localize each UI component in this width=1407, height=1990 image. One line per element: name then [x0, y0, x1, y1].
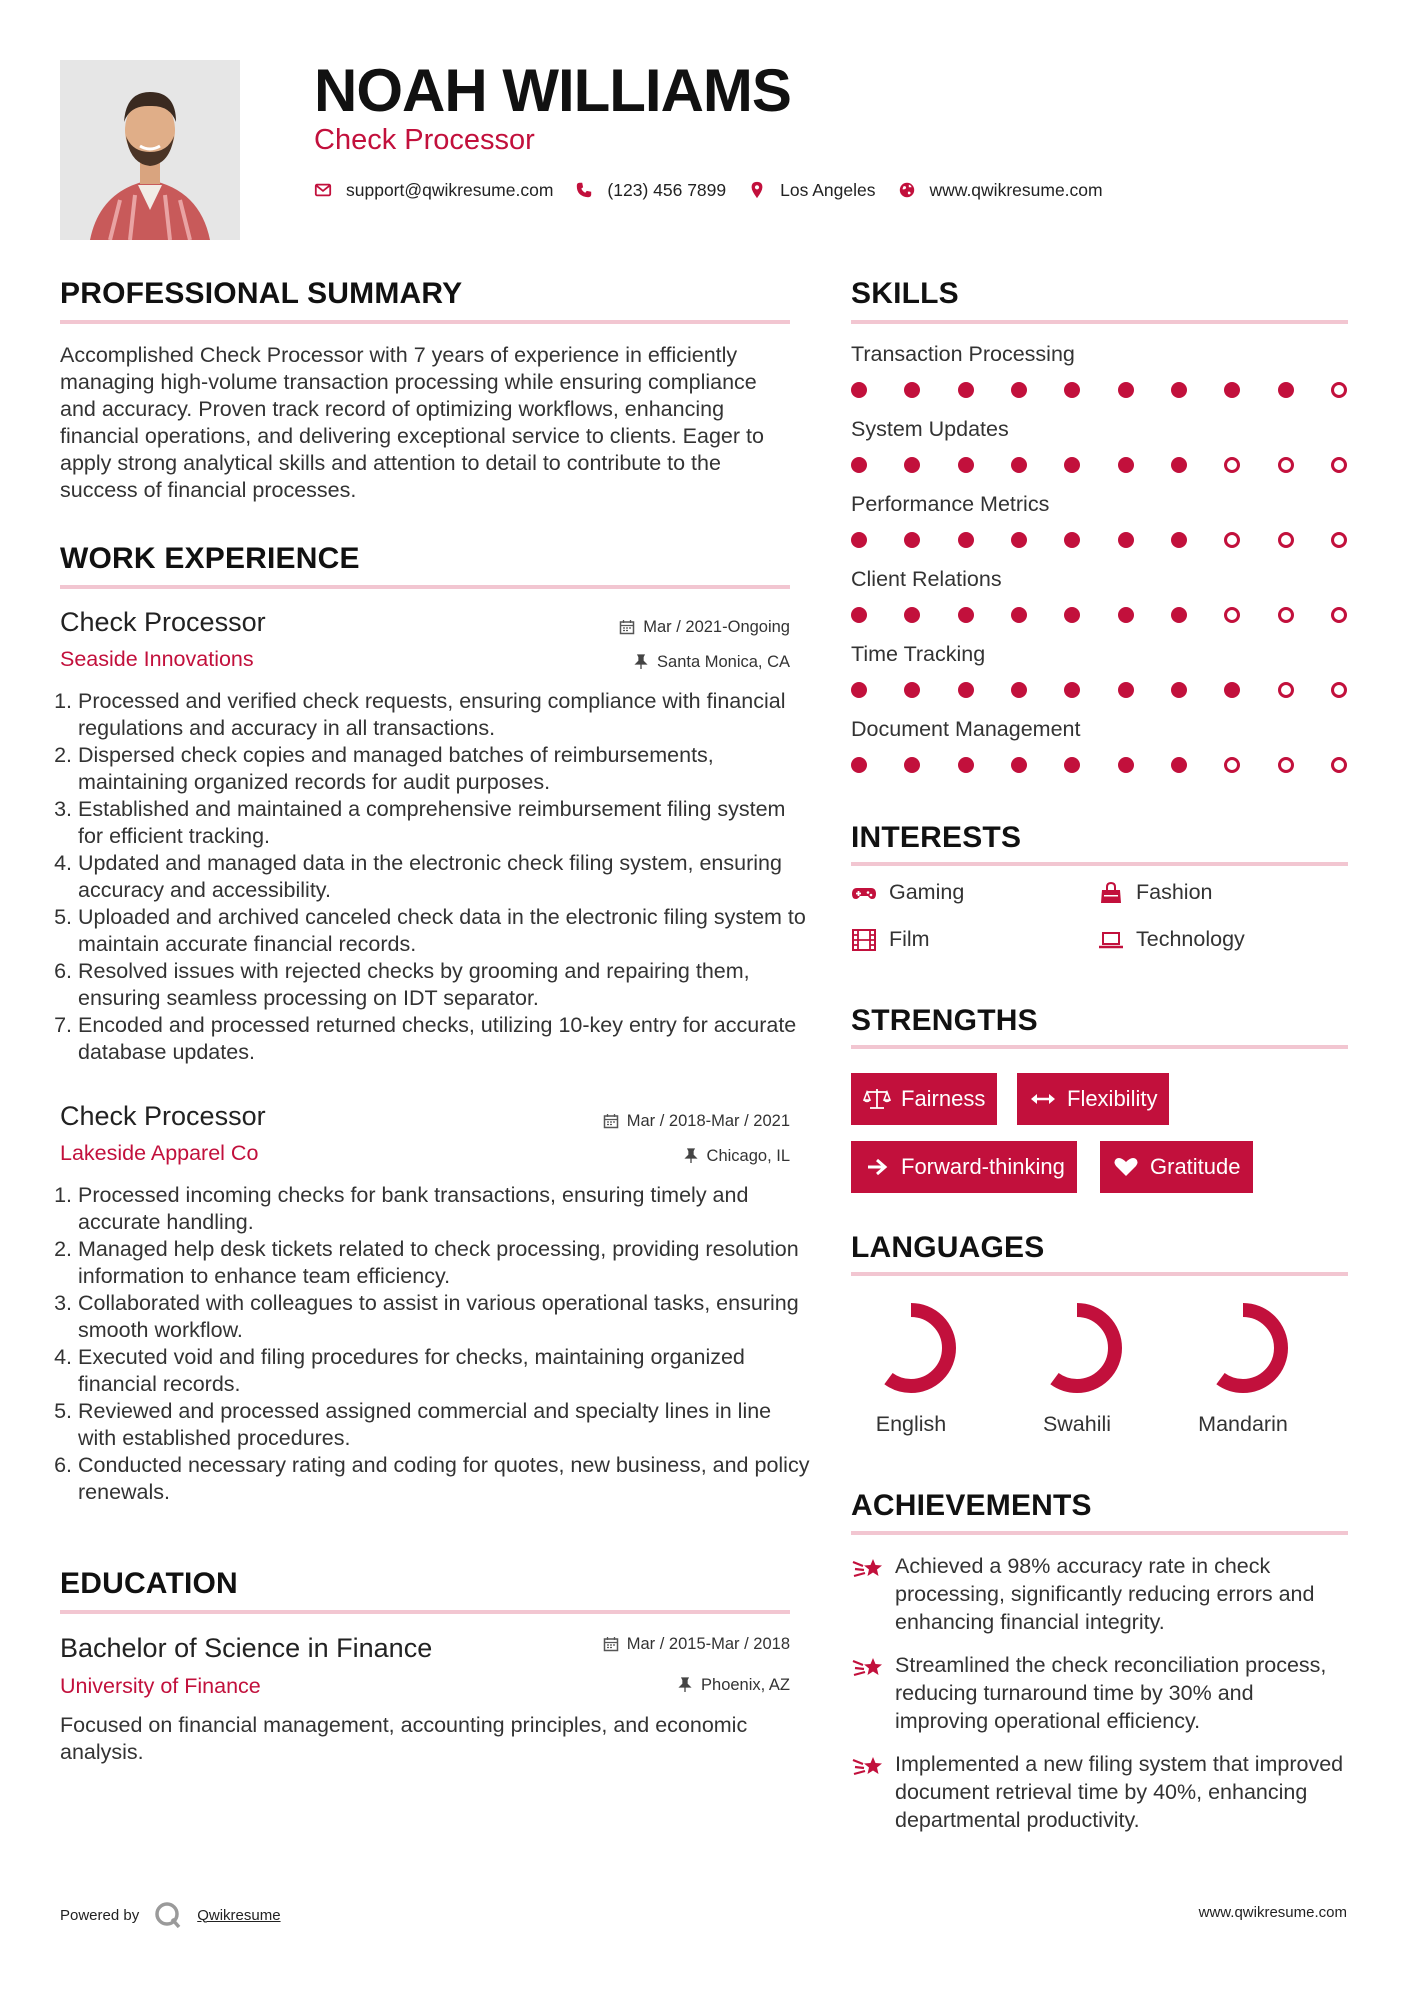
gamepad-icon — [851, 882, 877, 904]
education-school: University of Finance — [60, 1674, 261, 1698]
skill-name: Performance Metrics — [851, 492, 1050, 516]
skill-dot-empty — [1224, 757, 1240, 773]
skill-dot-filled — [1118, 607, 1134, 623]
contact-website-text: www.qwikresume.com — [929, 179, 1103, 200]
skill-row — [851, 490, 1351, 565]
job-dates-text: Mar / 2021-Ongoing — [643, 618, 790, 636]
skill-dot-filled — [1064, 382, 1080, 398]
language-ring — [1193, 1298, 1293, 1398]
achievement-item — [851, 1552, 1351, 1636]
skill-dot-filled — [1171, 757, 1187, 773]
strength-tag-forward-thinking — [851, 1141, 1077, 1193]
qwikresume-logo-icon — [153, 1900, 183, 1930]
skill-row — [851, 340, 1351, 415]
skills-divider — [851, 320, 1348, 324]
contact-phone[interactable] — [575, 180, 726, 201]
language-name: English — [875, 1412, 947, 1436]
shooting-star-icon — [851, 1653, 885, 1683]
job-location-text: Chicago, IL — [706, 1147, 790, 1165]
language-ring-fill — [873, 1310, 949, 1386]
skill-dot-empty — [1278, 532, 1294, 548]
skill-dot-filled — [904, 682, 920, 698]
duty-item: 7. Encoded and processed returned checks, utilizing 10-key entry for accurate database updates. — [78, 1012, 813, 1066]
strength-tag-fairness — [851, 1073, 997, 1125]
language-english — [851, 1298, 971, 1437]
strength-label: Flexibility — [1067, 1086, 1158, 1111]
skill-dot-filled — [1118, 757, 1134, 773]
skill-dot-filled — [958, 457, 974, 473]
skill-dot-empty — [1224, 607, 1240, 623]
shopping-bag-icon — [1098, 882, 1124, 904]
film-icon — [851, 929, 877, 951]
skill-dot-filled — [958, 532, 974, 548]
skill-name: Transaction Processing — [851, 342, 1075, 366]
skill-dot-filled — [1171, 532, 1187, 548]
contact-email-text: support@qwikresume.com — [346, 179, 554, 200]
skill-dot-filled — [958, 757, 974, 773]
strength-tag-flexibility — [1017, 1073, 1169, 1125]
achievement-text: Streamlined the check reconciliation process, reducing turnaround time by 30% and improving operational efficiency. — [895, 1653, 1327, 1733]
duty-item: 1. Processed and verified check requests, ensuring compliance with financial regulations and accuracy in all transactions. — [78, 688, 813, 742]
achievement-item — [851, 1750, 1351, 1834]
skill-dot-filled — [1011, 382, 1027, 398]
language-ring-fill — [1039, 1310, 1115, 1386]
experience-heading: WORK EXPERIENCE — [60, 542, 360, 575]
footer-url[interactable]: www.qwikresume.com — [1198, 1904, 1347, 1921]
achievement-text: Achieved a 98% accuracy rate in check processing, significantly reducing errors and enhancing financial integrity. — [895, 1554, 1315, 1634]
calendar-icon — [603, 1636, 619, 1652]
achievements-heading: ACHIEVEMENTS — [851, 1489, 1092, 1522]
skill-row — [851, 565, 1351, 640]
strength-label: Gratitude — [1150, 1154, 1241, 1179]
interest-label: Gaming — [889, 880, 965, 904]
skills-list — [851, 340, 1351, 790]
skill-dot-empty — [1278, 682, 1294, 698]
candidate-role: Check Processor — [314, 124, 535, 156]
skill-dot-filled — [1064, 607, 1080, 623]
skill-dot-filled — [1118, 382, 1134, 398]
skill-dot-filled — [1118, 682, 1134, 698]
skill-dot-filled — [1011, 457, 1027, 473]
skill-name: Document Management — [851, 717, 1081, 741]
skill-rating — [851, 532, 1347, 548]
achievement-text: Implemented a new filing system that improved document retrieval time by 40%, enhancing departmental productivity. — [895, 1752, 1344, 1832]
balance-scale-icon — [863, 1087, 891, 1111]
contact-phone-text: (123) 456 7899 — [607, 179, 727, 200]
interest-technology — [1098, 927, 1245, 952]
skill-dot-filled — [851, 382, 867, 398]
skill-dot-filled — [1011, 607, 1027, 623]
language-name: Swahili — [1042, 1412, 1112, 1436]
education-location — [490, 1674, 790, 1696]
skill-row — [851, 715, 1351, 790]
job-location — [490, 651, 790, 673]
interest-film — [851, 927, 930, 952]
education-divider — [60, 1610, 790, 1614]
summary-text: Accomplished Check Processor with 7 years of experience in efficiently managing high-volume transaction processing while ensuring compliance and accuracy. Proven track record of optimizing workflows, enhancing financial operations, and delivering exceptional service to clients. Eager to apply strong analytical skills and attention to detail to contribute to the success of financial processes. — [60, 343, 764, 502]
job-title: Check Processor — [60, 607, 266, 637]
contact-email[interactable] — [314, 180, 553, 201]
language-ring — [1027, 1298, 1127, 1398]
footer-brand-link[interactable]: Qwikresume — [197, 1906, 281, 1924]
pushpin-icon — [683, 1148, 699, 1164]
skill-dot-empty — [1331, 532, 1347, 548]
arrow-right-icon — [863, 1155, 891, 1179]
skill-dot-empty — [1278, 457, 1294, 473]
skill-dot-filled — [958, 682, 974, 698]
skill-dot-filled — [1278, 382, 1294, 398]
skill-dot-empty — [1331, 757, 1347, 773]
double-arrow-icon — [1029, 1087, 1057, 1111]
envelope-icon — [314, 181, 332, 199]
language-name: Mandarin — [1198, 1412, 1288, 1436]
interests-divider — [851, 862, 1348, 866]
job-dates — [490, 1110, 790, 1132]
duty-item: 6. Conducted necessary rating and coding for quotes, new business, and policy renewals. — [78, 1452, 813, 1506]
achievement-item — [851, 1651, 1351, 1735]
job-location-text: Santa Monica, CA — [657, 653, 790, 671]
skill-dot-filled — [904, 607, 920, 623]
shooting-star-icon — [851, 1752, 885, 1782]
strengths-heading: STRENGTHS — [851, 1004, 1038, 1037]
skill-dot-empty — [1278, 757, 1294, 773]
skill-dot-filled — [1171, 382, 1187, 398]
duty-item: 3. Collaborated with colleagues to assist in various operational tasks, ensuring smooth workflow. — [78, 1290, 813, 1344]
globe-icon — [898, 181, 916, 199]
calendar-icon — [603, 1113, 619, 1129]
skill-dot-filled — [1118, 457, 1134, 473]
language-swahili — [1017, 1298, 1137, 1437]
language-ring-fill — [1205, 1310, 1281, 1386]
skill-dot-filled — [1224, 682, 1240, 698]
skill-dot-filled — [851, 607, 867, 623]
languages-divider — [851, 1272, 1348, 1276]
job-title: Check Processor — [60, 1101, 266, 1131]
duty-item: 4. Executed void and filing procedures for checks, maintaining organized financial records. — [78, 1344, 813, 1398]
skill-dot-filled — [1064, 457, 1080, 473]
skill-rating — [851, 682, 1347, 698]
skill-dot-filled — [904, 757, 920, 773]
skill-name: Client Relations — [851, 567, 1002, 591]
duty-item: 6. Resolved issues with rejected checks by grooming and repairing them, ensuring seamless processing on IDT separator. — [78, 958, 813, 1012]
job-dates — [490, 616, 790, 638]
education-degree: Bachelor of Science in Finance — [60, 1633, 433, 1663]
skill-dot-filled — [904, 382, 920, 398]
skill-dot-filled — [1064, 757, 1080, 773]
heart-icon — [1112, 1155, 1140, 1179]
skill-dot-filled — [1171, 457, 1187, 473]
duty-item: 1. Processed incoming checks for bank transactions, ensuring timely and accurate handling. — [78, 1182, 813, 1236]
duty-item: 3. Established and maintained a comprehensive reimbursement filing system for efficient tracking. — [78, 796, 813, 850]
shooting-star-icon — [851, 1554, 885, 1584]
skill-rating — [851, 382, 1347, 398]
skill-rating — [851, 757, 1347, 773]
job-location — [490, 1145, 790, 1167]
skill-rating — [851, 457, 1347, 473]
strength-label: Forward-thinking — [901, 1154, 1065, 1179]
skill-dot-filled — [958, 382, 974, 398]
education-description: Focused on financial management, accounting principles, and economic analysis. — [60, 1713, 748, 1764]
summary-heading: PROFESSIONAL SUMMARY — [60, 277, 463, 310]
skill-dot-empty — [1331, 607, 1347, 623]
skill-rating — [851, 607, 1347, 623]
strengths-divider — [851, 1045, 1348, 1049]
contact-location — [748, 180, 875, 201]
skill-dot-empty — [1224, 532, 1240, 548]
contact-location-text: Los Angeles — [780, 179, 876, 200]
skill-dot-filled — [1171, 682, 1187, 698]
experience-divider — [60, 585, 790, 589]
interest-label: Film — [889, 927, 930, 951]
profile-photo — [60, 60, 240, 240]
candidate-name: NOAH WILLIAMS — [314, 57, 791, 124]
calendar-icon — [619, 619, 635, 635]
achievements-divider — [851, 1531, 1348, 1535]
education-location-text: Phoenix, AZ — [701, 1676, 790, 1694]
interest-gaming — [851, 880, 964, 905]
skill-dot-filled — [1011, 757, 1027, 773]
job-duties-list — [60, 688, 813, 1066]
contact-bar — [314, 178, 1125, 202]
language-ring — [861, 1298, 961, 1398]
job-company: Lakeside Apparel Co — [60, 1141, 259, 1165]
education-dates — [490, 1633, 790, 1655]
skill-dot-empty — [1331, 457, 1347, 473]
skill-dot-filled — [851, 757, 867, 773]
skill-dot-empty — [1224, 457, 1240, 473]
duty-item: 2. Dispersed check copies and managed batches of reimbursements, maintaining organized records for audit purposes. — [78, 742, 813, 796]
skills-heading: SKILLS — [851, 277, 959, 310]
duty-item: 5. Reviewed and processed assigned commercial and specialty lines in line with established procedures. — [78, 1398, 813, 1452]
skill-dot-filled — [1224, 382, 1240, 398]
skill-dot-filled — [904, 532, 920, 548]
duty-item: 2. Managed help desk tickets related to check processing, providing resolution information to enhance team efficiency. — [78, 1236, 813, 1290]
job-duties-list — [60, 1182, 813, 1506]
strength-tag-gratitude — [1100, 1141, 1253, 1193]
skill-row — [851, 640, 1351, 715]
contact-website[interactable] — [898, 180, 1103, 201]
skill-name: System Updates — [851, 417, 1009, 441]
skill-dot-empty — [1331, 382, 1347, 398]
skill-dot-filled — [851, 457, 867, 473]
skill-dot-filled — [904, 457, 920, 473]
language-mandarin — [1183, 1298, 1303, 1437]
skill-dot-filled — [851, 682, 867, 698]
duty-item: 4. Updated and managed data in the electronic check filing system, ensuring accuracy and accessibility. — [78, 850, 813, 904]
skill-dot-filled — [1011, 532, 1027, 548]
job-company: Seaside Innovations — [60, 647, 254, 671]
skill-dot-filled — [851, 532, 867, 548]
interest-label: Technology — [1136, 927, 1245, 951]
pushpin-icon — [677, 1677, 693, 1693]
skill-name: Time Tracking — [851, 642, 986, 666]
skill-dot-filled — [1011, 682, 1027, 698]
skill-dot-empty — [1331, 682, 1347, 698]
map-pin-icon — [748, 181, 766, 199]
skill-dot-filled — [1064, 532, 1080, 548]
languages-heading: LANGUAGES — [851, 1231, 1045, 1264]
phone-icon — [575, 181, 593, 199]
duty-item: 5. Uploaded and archived canceled check data in the electronic filing system to maintain accurate financial records. — [78, 904, 813, 958]
footer-powered-by — [60, 1900, 281, 1930]
education-dates-text: Mar / 2015-Mar / 2018 — [626, 1635, 790, 1653]
laptop-icon — [1098, 929, 1124, 951]
job-dates-text: Mar / 2018-Mar / 2021 — [626, 1112, 790, 1130]
interest-label: Fashion — [1136, 880, 1213, 904]
skill-row — [851, 415, 1351, 490]
pushpin-icon — [633, 654, 649, 670]
skill-dot-filled — [958, 607, 974, 623]
strength-label: Fairness — [901, 1086, 986, 1111]
summary-divider — [60, 320, 790, 324]
education-heading: EDUCATION — [60, 1567, 238, 1600]
powered-by-label: Powered by — [60, 1906, 140, 1924]
skill-dot-filled — [1064, 682, 1080, 698]
skill-dot-filled — [1118, 532, 1134, 548]
interest-fashion — [1098, 880, 1213, 905]
interests-heading: INTERESTS — [851, 821, 1022, 854]
skill-dot-empty — [1278, 607, 1294, 623]
skill-dot-filled — [1171, 607, 1187, 623]
